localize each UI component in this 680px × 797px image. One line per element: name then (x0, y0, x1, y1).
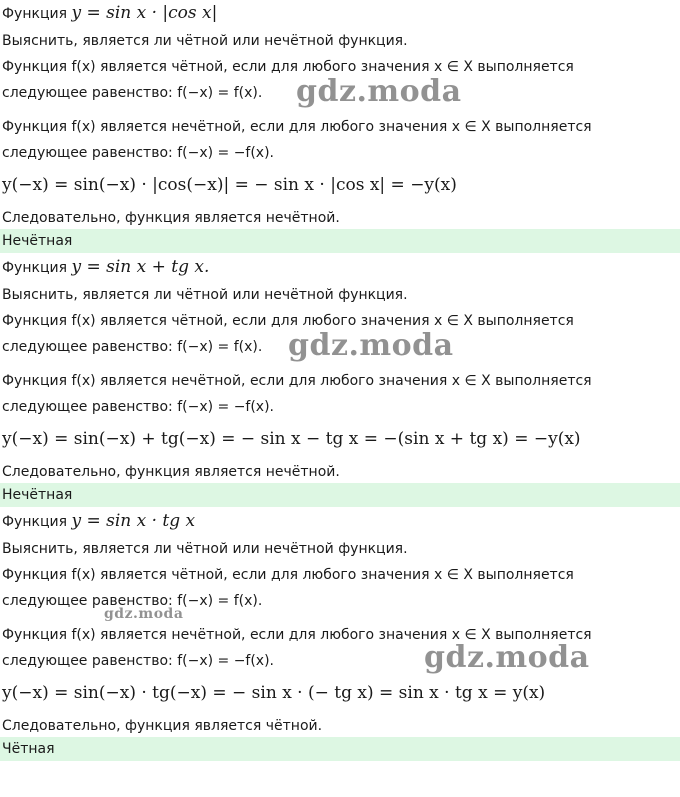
task-question: Выяснить, является ли чётной или нечётной функция. (2, 33, 408, 49)
odd-definition-line-2: следующее равенство: f(−x) = −f(x). (2, 399, 275, 415)
title-prefix: Функция (2, 6, 67, 22)
task-title (2, 3, 217, 24)
title-formula: y = sin x · tg x (71, 511, 196, 531)
answer-bar (0, 483, 680, 507)
derivation: y(−x) = sin(−x) · |cos(−x)| = − sin x · |cos x| = −y(x) (2, 175, 457, 195)
answer-text: Нечётная (2, 233, 73, 249)
derivation: y(−x) = sin(−x) · tg(−x) = − sin x · (− tg x) = sin x · tg x = y(x) (2, 683, 546, 703)
title-prefix: Функция (2, 260, 67, 276)
watermark-logo: gdz.moda (424, 640, 590, 675)
watermark-logo: gdz.moda (288, 328, 454, 363)
answer-bar (0, 229, 680, 253)
title-prefix: Функция (2, 514, 67, 530)
watermark-logo-small: gdz.moda (104, 606, 184, 622)
conclusion: Следовательно, функция является чётной. (2, 718, 323, 734)
title-formula: y = sin x · |cos x| (71, 3, 218, 23)
derivation: y(−x) = sin(−x) + tg(−x) = − sin x − tg x = −(sin x + tg x) = −y(x) (2, 429, 581, 449)
odd-definition-line-2: следующее равенство: f(−x) = −f(x). (2, 145, 275, 161)
answer-text: Нечётная (2, 487, 73, 503)
even-definition-line-1: Функция f(x) является чётной, если для любого значения x ∈ X выполняется (2, 567, 574, 583)
task-title (2, 511, 195, 532)
task-question: Выяснить, является ли чётной или нечётной функция. (2, 287, 408, 303)
conclusion: Следовательно, функция является нечётной. (2, 464, 340, 480)
answer-bar (0, 737, 680, 761)
task-question: Выяснить, является ли чётной или нечётной функция. (2, 541, 408, 557)
odd-definition-line-2: следующее равенство: f(−x) = −f(x). (2, 653, 275, 669)
odd-definition-line-1: Функция f(x) является нечётной, если для любого значения x ∈ X выполняется (2, 627, 592, 643)
odd-definition-line-1: Функция f(x) является нечётной, если для любого значения x ∈ X выполняется (2, 373, 592, 389)
even-definition-line-1: Функция f(x) является чётной, если для любого значения x ∈ X выполняется (2, 313, 574, 329)
odd-definition-line-1: Функция f(x) является нечётной, если для любого значения x ∈ X выполняется (2, 119, 592, 135)
even-definition-line-1: Функция f(x) является чётной, если для любого значения x ∈ X выполняется (2, 59, 574, 75)
task-title (2, 257, 209, 278)
watermark-logo: gdz.moda (296, 74, 462, 109)
even-definition-line-2: следующее равенство: f(−x) = f(x). (2, 339, 263, 355)
title-formula: y = sin x + tg x. (71, 257, 210, 277)
even-definition-line-2: следующее равенство: f(−x) = f(x). (2, 593, 263, 609)
conclusion: Следовательно, функция является нечётной. (2, 210, 340, 226)
even-definition-line-2: следующее равенство: f(−x) = f(x). (2, 85, 263, 101)
answer-text: Чётная (2, 741, 55, 757)
